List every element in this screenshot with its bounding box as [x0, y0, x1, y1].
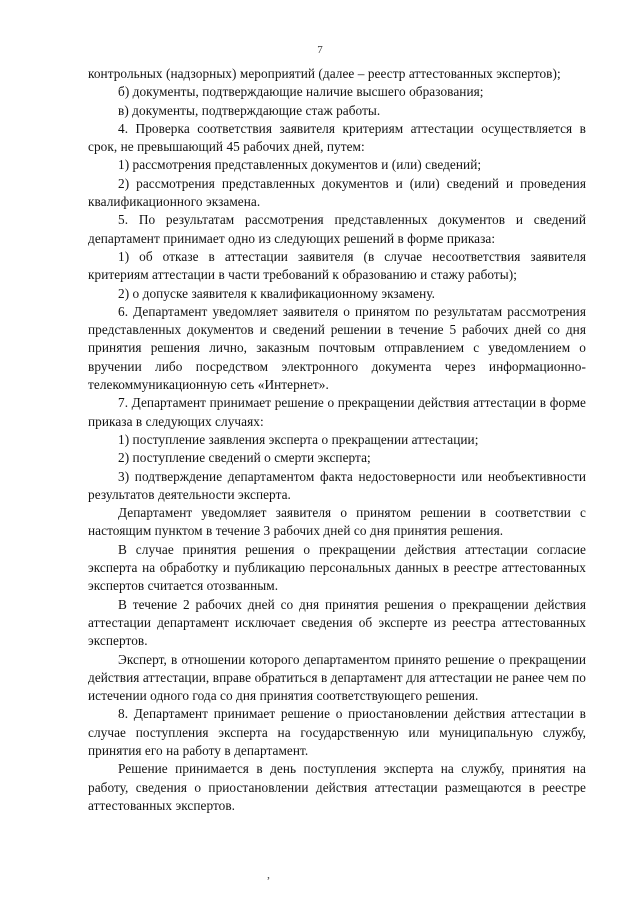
paragraph: 4. Проверка соответствия заявителя критериям аттестации осуществляется в срок, не превышающий 45 рабочих дней, путем:	[88, 120, 586, 155]
stray-mark: ,	[267, 867, 270, 881]
paragraph: 6. Департамент уведомляет заявителя о принятом по результатам рассмотрения представленных документов и сведений решении в течение 5 рабочих дней со дня принятия решения лично, заказным почтовым отправлением с уведомлением о вручении либо посредством электронного документа через информационно-телекоммуникационную сеть «Интернет».	[88, 303, 586, 393]
paragraph: В случае принятия решения о прекращении действия аттестации согласие эксперта на обработку и публикацию персональных данных в реестре аттестованных экспертов считается отозванным.	[88, 541, 586, 594]
paragraph: 1) об отказе в аттестации заявителя (в случае несоответствия заявителя критериям аттестации в части требований к образованию и стажу работы);	[88, 248, 586, 283]
paragraph: В течение 2 рабочих дней со дня принятия решения о прекращении действия аттестации департамент исключает сведения об эксперте из реестра аттестованных экспертов.	[88, 596, 586, 649]
paragraph: 1) рассмотрения представленных документов и (или) сведений;	[118, 157, 482, 173]
page-number: 7	[317, 44, 323, 56]
paragraph: Эксперт, в отношении которого департаментом принято решение о прекращении действия аттестации, вправе обратиться в департамент для аттестации не ранее чем по истечении одного года со дня принятия соответствующего решения.	[88, 651, 586, 704]
paragraph-continuation: контрольных (надзорных) мероприятий (далее – реестр аттестованных экспертов);	[88, 66, 561, 81]
paragraph: 7. Департамент принимает решение о прекращении действия аттестации в форме приказа в следующих случаях:	[88, 395, 586, 429]
paragraph: Департамент уведомляет заявителя о принятом решении в соответствии с настоящим пунктом в течение 3 рабочих дней со дня принятия решения.	[88, 505, 586, 539]
paragraph: 5. По результатам рассмотрения представленных документов и сведений департамент принимает одно из следующих решений в форме приказа:	[88, 212, 586, 246]
paragraph: 2) рассмотрения представленных документов и (или) сведений и проведения квалификационного экзамена.	[88, 175, 586, 210]
paragraph: 3) подтверждение департаментом факта недостоверности или необъективности результатов деятельности эксперта.	[88, 468, 586, 502]
paragraph: 2) поступление сведений о смерти эксперта;	[118, 450, 371, 466]
document-body	[88, 65, 586, 815]
paragraph: 8. Департамент принимает решение о приостановлении действия аттестации в случае поступления эксперта на государственную или муниципальную службу, принятия его на работу в департамент.	[88, 706, 586, 758]
paragraph: б) документы, подтверждающие наличие высшего образования;	[118, 84, 484, 100]
paragraph: 2) о допуске заявителя к квалификационному экзамену.	[118, 285, 435, 301]
paragraph: в) документы, подтверждающие стаж работы.	[118, 102, 381, 118]
paragraph: 1) поступление заявления эксперта о прекращении аттестации;	[118, 431, 479, 447]
paragraph: Решение принимается в день поступления эксперта на службу, принятия на работу, сведения о приостановлении действия аттестации размещаются в реестре аттестованных экспертов.	[88, 761, 586, 813]
